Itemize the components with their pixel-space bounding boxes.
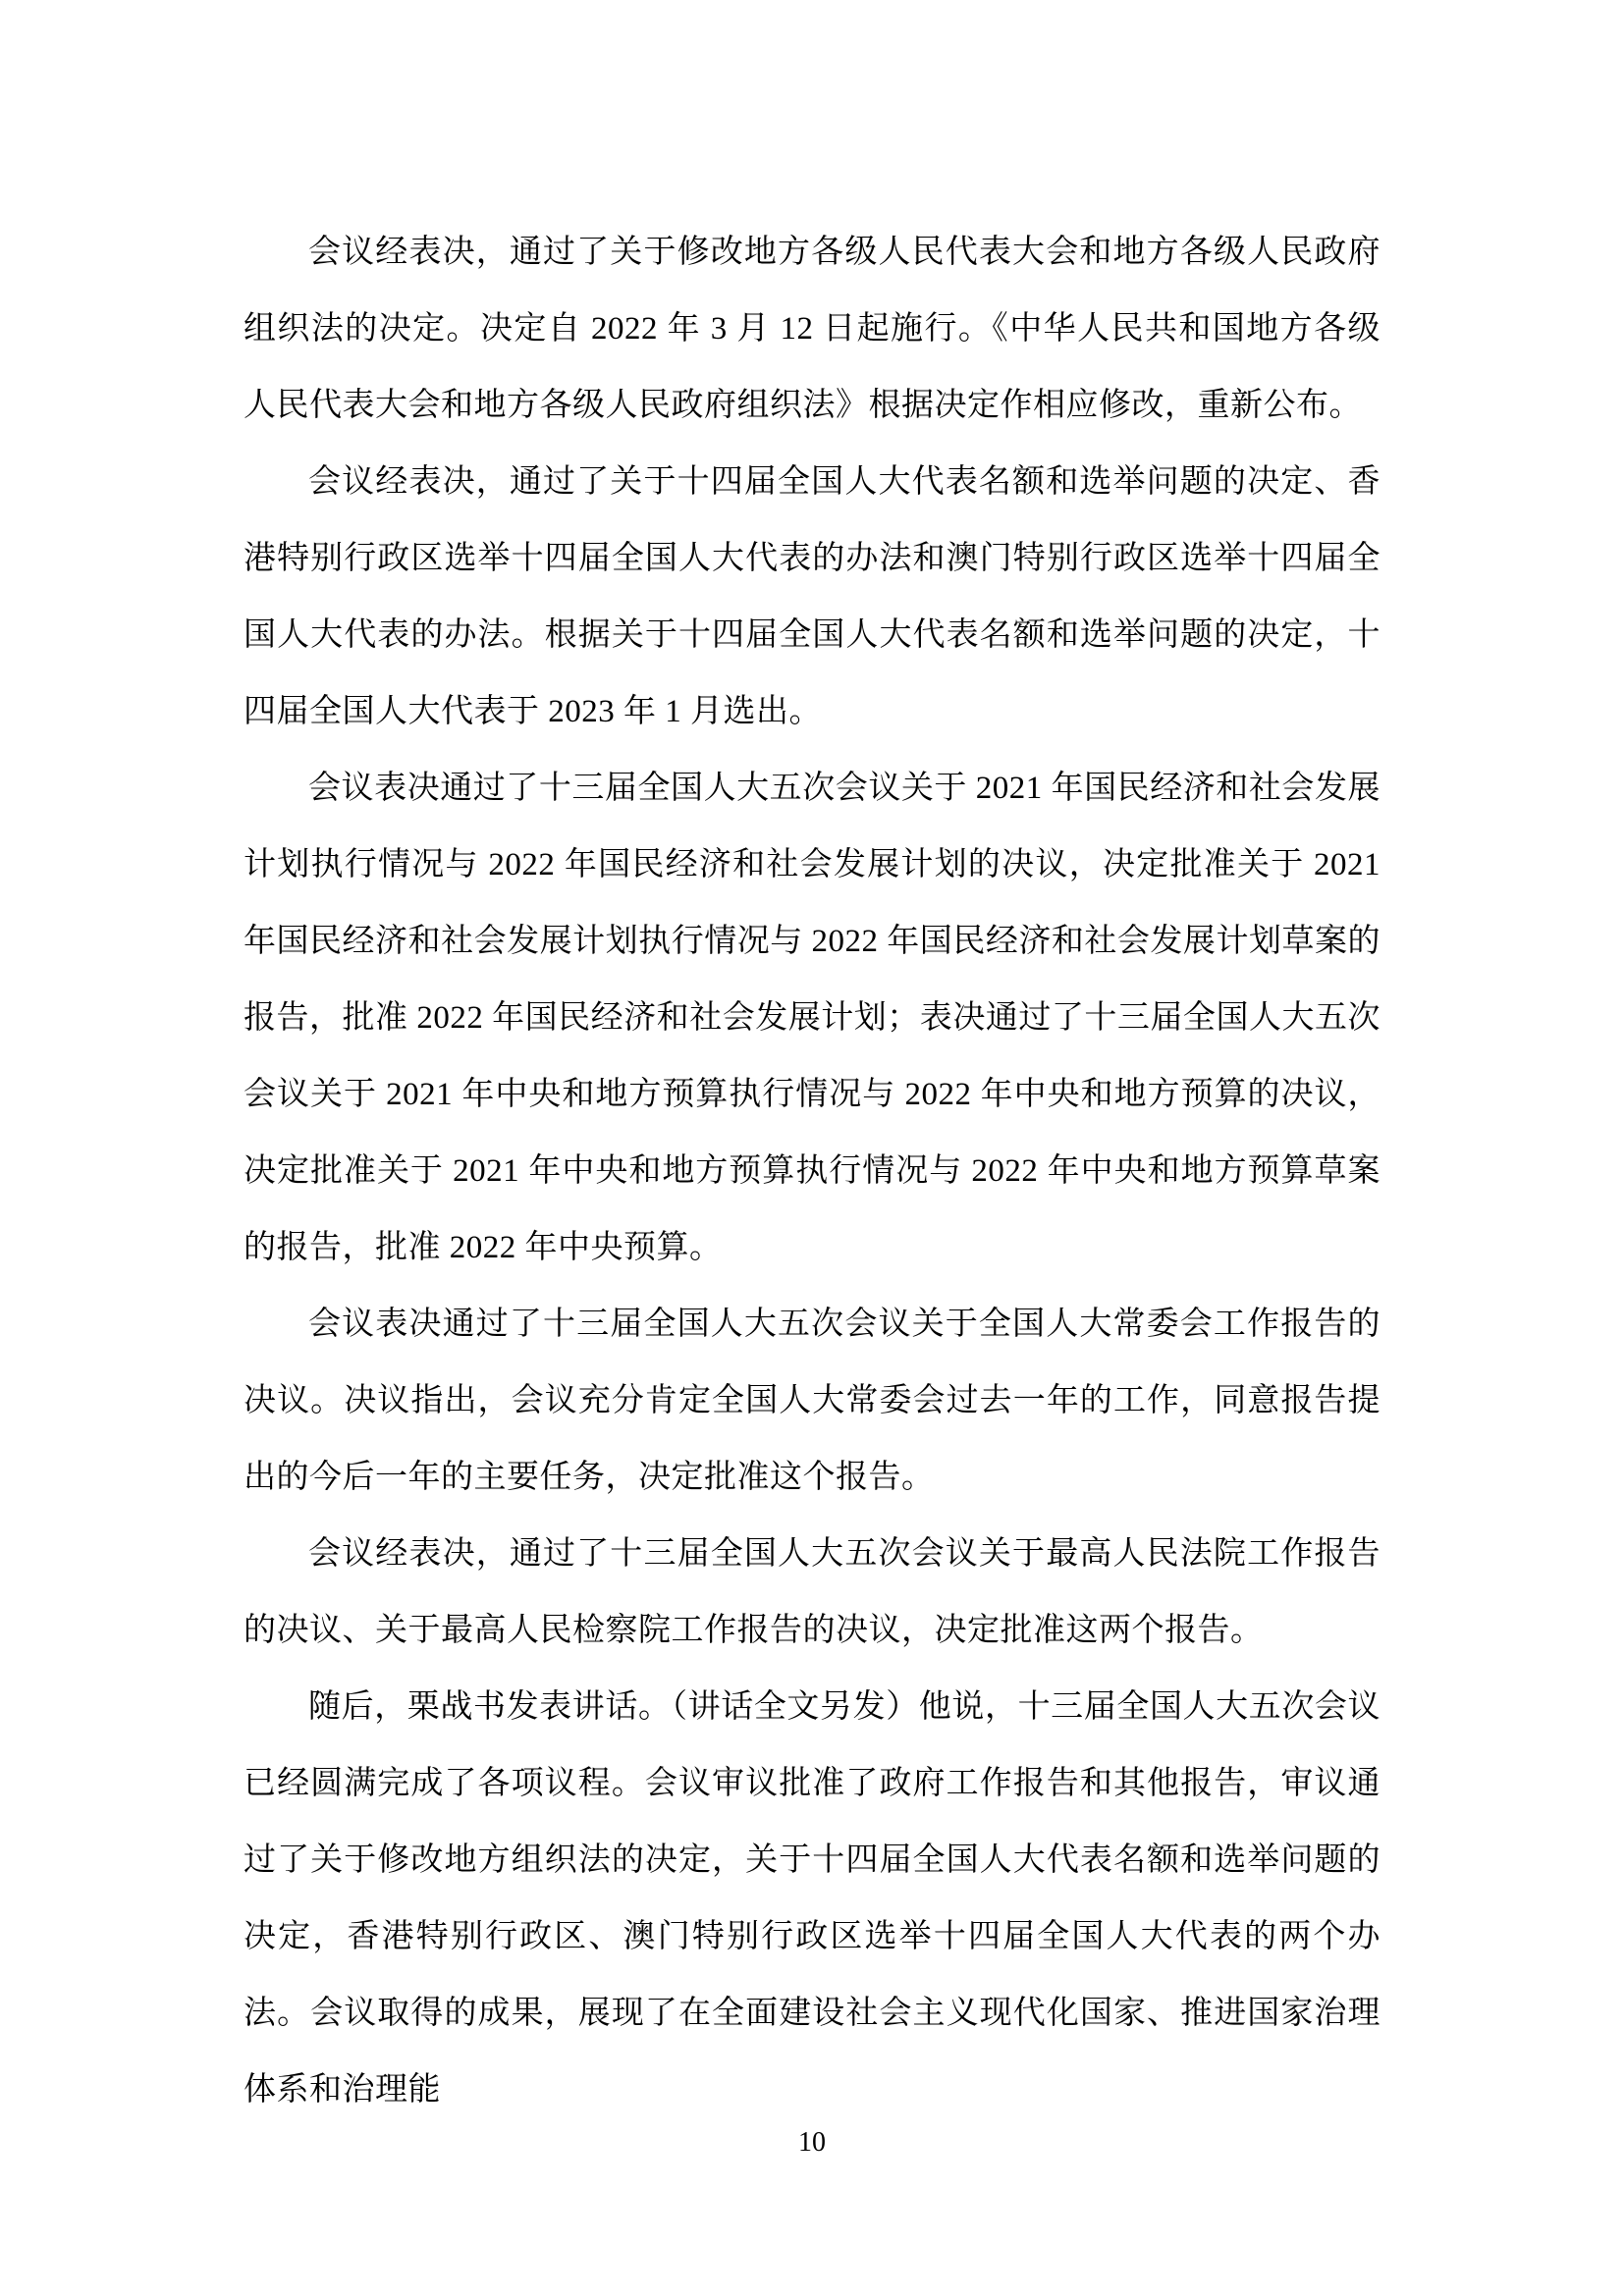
- page-footer: [0, 2123, 1624, 2163]
- page-number: 10: [798, 2127, 826, 2158]
- document-body-text: [244, 214, 1380, 2128]
- paragraph: 会议表决通过了十三届全国人大五次会议关于全国人大常委会工作报告的决议。决议指出，会议充分肯定全国人大常委会过去一年的工作，同意报告提出的今后一年的主要任务，决定批准这个报告。: [244, 1307, 1380, 1495]
- paragraph: 会议经表决，通过了关于修改地方各级人民代表大会和地方各级人民政府组织法的决定。决定自 2022 年 3 月 12 日起施行。《中华人民共和国地方各级人民代表大会和地方各级人民政府组织法》根据决定作相应修改，重新公布。: [244, 235, 1380, 423]
- paragraph: 随后，栗战书发表讲话。（讲话全文另发）他说，十三届全国人大五次会议已经圆满完成了各项议程。会议审议批准了政府工作报告和其他报告，审议通过了关于修改地方组织法的决定，关于十四届全国人大代表名额和选举问题的决定，香港特别行政区、澳门特别行政区选举十四届全国人大代表的两个办法。会议取得的成果，展现了在全面建设社会主义现代化国家、推进国家治理体系和治理能: [244, 1689, 1380, 2108]
- paragraph: 会议经表决，通过了关于十四届全国人大代表名额和选举问题的决定、香港特别行政区选举十四届全国人大代表的办法和澳门特别行政区选举十四届全国人大代表的办法。根据关于十四届全国人大代表名额和选举问题的决定，十四届全国人大代表于 2023 年 1 月选出。: [244, 464, 1380, 729]
- paragraph: 会议表决通过了十三届全国人大五次会议关于 2021 年国民经济和社会发展计划执行情况与 2022 年国民经济和社会发展计划的决议，决定批准关于 2021 年国民经济和社会发展计划执行情况与 2022 年国民经济和社会发展计划草案的报告，批准 2022 年国民经济和社会发展计划；表决通过了十三届全国人大五次会议关于 2021 年中央和地方预算执行情况与 2022 年中央和地方预算的决议，决定批准关于 2021 年中央和地方预算执行情况与 2022 年中央和地方预算草案的报告，批准 2022 年中央预算。: [244, 771, 1380, 1265]
- paragraph: 会议经表决，通过了十三届全国人大五次会议关于最高人民法院工作报告的决议、关于最高人民检察院工作报告的决议，决定批准这两个报告。: [244, 1536, 1380, 1648]
